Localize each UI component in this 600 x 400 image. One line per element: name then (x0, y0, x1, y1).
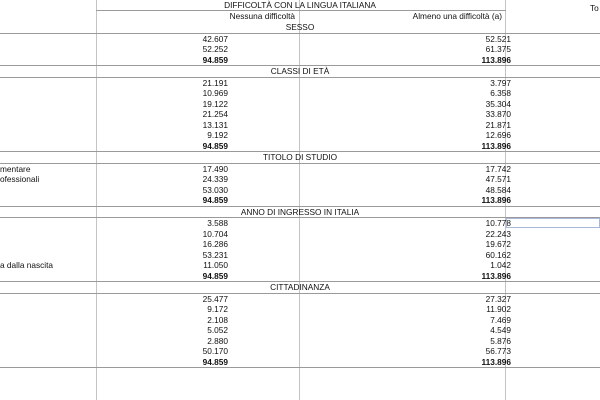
cell-no-difficulty[interactable]: 2.880 (207, 335, 228, 346)
row-label[interactable]: a dalla nascita (0, 260, 54, 270)
table-row (0, 44, 600, 55)
cell-no-difficulty[interactable]: 3.588 (207, 218, 228, 228)
cell-some-difficulty[interactable]: 12.696 (485, 130, 511, 140)
cell-no-difficulty[interactable]: 42.607 (202, 33, 228, 44)
table-row (0, 99, 600, 110)
cell-some-difficulty[interactable]: 3.797 (490, 77, 511, 88)
table-row (0, 174, 600, 185)
table-row (0, 218, 600, 229)
table-header (0, 0, 600, 22)
cell-some-difficulty[interactable]: 4.549 (490, 325, 511, 335)
cell-some-difficulty[interactable]: 113.896 (481, 195, 511, 205)
cell-no-difficulty[interactable]: 10.704 (202, 228, 228, 239)
table-row (0, 336, 600, 347)
cell-some-difficulty[interactable]: 5.876 (490, 335, 511, 346)
column-header-some-difficulty[interactable]: Almeno una difficoltà (a) (412, 11, 502, 21)
section-header (0, 207, 600, 219)
cell-no-difficulty[interactable]: 25.477 (202, 293, 228, 304)
cell-some-difficulty[interactable]: 33.870 (485, 109, 511, 119)
cell-some-difficulty[interactable]: 48.584 (485, 184, 511, 195)
cell-some-difficulty[interactable]: 60.162 (485, 249, 511, 260)
cell-no-difficulty[interactable]: 50.170 (202, 346, 228, 356)
cell-some-difficulty[interactable]: 61.375 (485, 44, 511, 54)
group-title: DIFFICOLTÀ CON LA LINGUA ITALIANA (224, 0, 376, 10)
cell-no-difficulty[interactable]: 53.231 (202, 249, 228, 260)
cell-no-difficulty[interactable]: 16.286 (202, 239, 228, 249)
cell-no-difficulty[interactable]: 10.969 (202, 88, 228, 98)
total-row (0, 357, 600, 369)
table-row (0, 78, 600, 89)
cell-no-difficulty[interactable]: 11.050 (203, 260, 228, 270)
cell-some-difficulty[interactable]: 113.896 (481, 356, 511, 367)
cell-some-difficulty[interactable]: 27.327 (485, 293, 511, 304)
cell-some-difficulty[interactable]: 17.742 (485, 163, 511, 174)
table-row (0, 304, 600, 315)
cell-some-difficulty[interactable]: 1.042 (490, 260, 511, 270)
table-row (0, 120, 600, 131)
section-header (0, 22, 600, 34)
cell-no-difficulty[interactable]: 24.339 (202, 174, 228, 184)
section-header (0, 152, 600, 164)
table-row (0, 34, 600, 45)
cell-some-difficulty[interactable]: 7.469 (490, 314, 511, 325)
table-row (0, 164, 600, 175)
cell-no-difficulty[interactable]: 94.859 (202, 54, 228, 65)
section-header (0, 282, 600, 294)
total-row (0, 271, 600, 283)
column-header-no-difficulty[interactable]: Nessuna difficoltà (229, 11, 295, 21)
cell-some-difficulty[interactable]: 35.304 (485, 98, 511, 109)
table-row (0, 185, 600, 196)
cell-no-difficulty[interactable]: 94.859 (202, 270, 228, 281)
table-body (0, 22, 600, 368)
table-row (0, 346, 600, 357)
cell-no-difficulty[interactable]: 53.030 (202, 184, 228, 195)
row-label[interactable]: mentare (0, 163, 31, 174)
table-row (0, 109, 600, 120)
table-row (0, 294, 600, 305)
total-row (0, 195, 600, 207)
cell-some-difficulty[interactable]: 113.896 (481, 140, 511, 151)
cell-no-difficulty[interactable]: 21.254 (202, 109, 228, 119)
cell-some-difficulty[interactable]: 22.243 (485, 228, 511, 239)
section-title: SESSO (285, 22, 315, 32)
cell-some-difficulty[interactable]: 47.571 (485, 174, 511, 184)
cell-some-difficulty[interactable]: 52.521 (485, 33, 511, 44)
table-row (0, 325, 600, 336)
table-row (0, 239, 600, 250)
section-title: CITTADINANZA (270, 282, 330, 292)
cell-no-difficulty[interactable]: 9.172 (207, 304, 228, 314)
section-header (0, 66, 600, 78)
table-row (0, 88, 600, 99)
table-row (0, 130, 600, 141)
selected-cell[interactable] (506, 218, 600, 228)
cell-some-difficulty[interactable]: 10.778 (485, 218, 511, 228)
cell-some-difficulty[interactable]: 6.358 (490, 88, 511, 98)
section-title: ANNO DI INGRESSO IN ITALIA (240, 206, 360, 217)
row-label[interactable]: ofessionali (0, 174, 40, 184)
cell-no-difficulty[interactable]: 94.859 (202, 140, 228, 151)
table-row (0, 229, 600, 240)
cell-some-difficulty[interactable]: 113.896 (481, 270, 511, 281)
cell-no-difficulty[interactable]: 13.131 (202, 119, 228, 130)
cell-some-difficulty[interactable]: 56.773 (485, 346, 511, 356)
cell-no-difficulty[interactable]: 21.191 (202, 77, 228, 88)
cell-no-difficulty[interactable]: 17.490 (202, 163, 228, 174)
cell-some-difficulty[interactable]: 19.672 (485, 239, 511, 249)
cell-no-difficulty[interactable]: 5.052 (207, 325, 228, 335)
cell-no-difficulty[interactable]: 2.108 (207, 314, 228, 325)
cell-some-difficulty[interactable]: 113.896 (481, 54, 511, 65)
cell-no-difficulty[interactable]: 9.192 (207, 130, 228, 140)
cell-no-difficulty[interactable]: 94.859 (202, 195, 228, 205)
section-title: CLASSI DI ETÀ (270, 66, 330, 76)
cell-no-difficulty[interactable]: 94.859 (202, 356, 228, 367)
cell-some-difficulty[interactable]: 21.871 (485, 119, 511, 130)
cell-no-difficulty[interactable]: 19.122 (202, 98, 228, 109)
table-row (0, 260, 600, 271)
table-row (0, 315, 600, 326)
column-header-total[interactable]: To (590, 3, 599, 13)
section-title: TITOLO DI STUDIO (262, 152, 338, 162)
table-row (0, 250, 600, 261)
total-row (0, 55, 600, 67)
cell-no-difficulty[interactable]: 52.252 (202, 44, 228, 54)
total-row (0, 141, 600, 153)
cell-some-difficulty[interactable]: 11.902 (486, 304, 511, 314)
